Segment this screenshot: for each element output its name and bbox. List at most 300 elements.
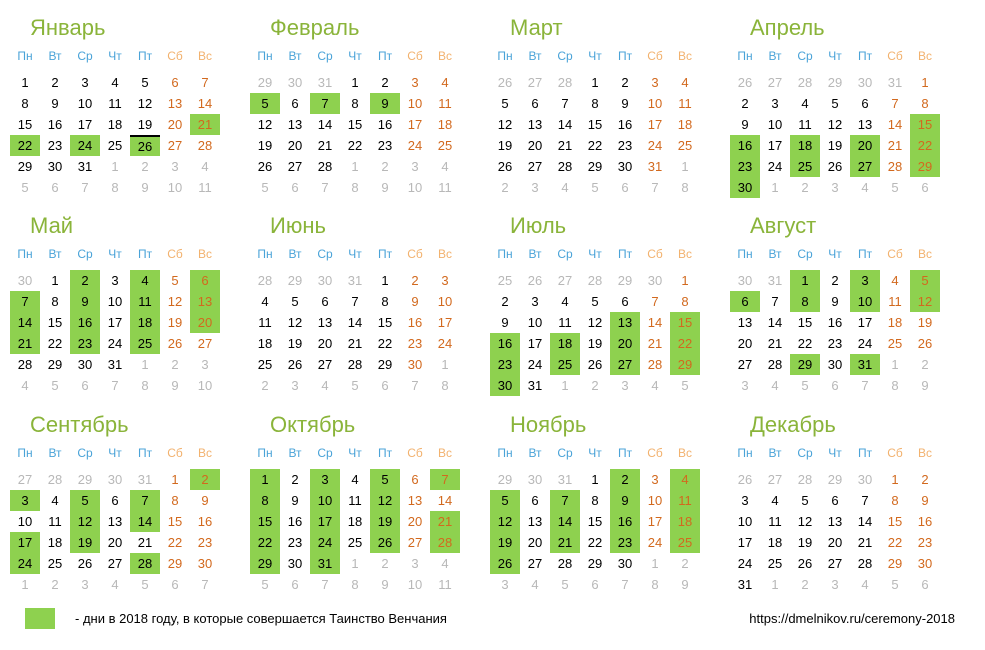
day-cell: 27: [767, 75, 783, 90]
weekday-header: Сб: [887, 49, 903, 63]
day-cell: 12: [497, 117, 513, 132]
day-cell: 8: [681, 294, 689, 309]
day-cell: 21: [887, 138, 903, 153]
legend-text: - дни в 2018 году, в которые совершается Таинство Венчания: [75, 611, 447, 626]
day-cell: 29: [47, 357, 63, 372]
day-cell: 23: [610, 532, 640, 553]
day-cell: 18: [670, 511, 700, 532]
day-cell: 10: [437, 294, 453, 309]
day-cell: 19: [797, 535, 813, 550]
day-cell: 6: [531, 96, 539, 111]
day-cell: 27: [197, 336, 213, 351]
day-cell: 7: [81, 180, 89, 195]
day-cell: 9: [921, 378, 929, 393]
day-cell: 5: [351, 378, 359, 393]
day-cell: 10: [197, 378, 213, 393]
day-cell: 14: [857, 514, 873, 529]
day-cell: 26: [587, 357, 603, 372]
day-cell: 13: [857, 117, 873, 132]
weekday-header: Вс: [917, 247, 932, 261]
day-cell: 9: [831, 294, 839, 309]
weekday-header: Вт: [528, 446, 542, 460]
day-cell: 30: [47, 159, 63, 174]
day-cell: 27: [737, 357, 753, 372]
day-cell: 7: [651, 294, 659, 309]
day-cell: 11: [130, 291, 160, 312]
day-cell: 8: [21, 96, 29, 111]
day-cell: 18: [550, 333, 580, 354]
day-cell: 7: [201, 577, 209, 592]
day-cell: 30: [730, 177, 760, 198]
day-cell: 9: [201, 493, 209, 508]
day-cell: 26: [490, 553, 520, 574]
day-cell: 29: [497, 472, 513, 487]
day-cell: 20: [527, 138, 543, 153]
day-cell: 10: [737, 514, 753, 529]
weekday-header: Чт: [828, 247, 842, 261]
day-cell: 24: [737, 556, 753, 571]
day-cell: 28: [797, 75, 813, 90]
weekday-header: Пт: [617, 247, 633, 261]
day-cell: 5: [51, 378, 59, 393]
day-cell: 4: [681, 75, 689, 90]
day-cell: 31: [137, 472, 153, 487]
day-cell: 4: [441, 556, 449, 571]
day-cell: 29: [887, 556, 903, 571]
day-cell: 17: [107, 315, 123, 330]
day-cell: 14: [10, 312, 40, 333]
day-cell: 5: [501, 96, 509, 111]
day-cell: 8: [171, 493, 179, 508]
weekday-header: Пт: [377, 49, 393, 63]
day-cell: 30: [407, 357, 423, 372]
day-cell: 12: [490, 511, 520, 532]
day-cell: 5: [171, 273, 179, 288]
day-cell: 5: [591, 294, 599, 309]
day-cell: 3: [171, 159, 179, 174]
day-cell: 5: [561, 577, 569, 592]
day-cell: 20: [287, 138, 303, 153]
day-cell: 29: [670, 354, 700, 375]
weekday-header: Вс: [437, 49, 452, 63]
day-cell: 21: [550, 532, 580, 553]
day-cell: 28: [17, 357, 33, 372]
day-cell: 31: [310, 553, 340, 574]
day-cell: 4: [21, 378, 29, 393]
day-cell: 28: [557, 75, 573, 90]
day-cell: 8: [141, 378, 149, 393]
day-cell: 29: [827, 472, 843, 487]
day-cell: 2: [291, 472, 299, 487]
day-cell: 5: [591, 180, 599, 195]
day-cell: 27: [610, 354, 640, 375]
day-cell: 20: [167, 117, 183, 132]
day-cell: 9: [381, 577, 389, 592]
day-cell: 25: [257, 357, 273, 372]
day-cell: 29: [377, 357, 393, 372]
weekday-header: Вс: [437, 247, 452, 261]
day-cell: 20: [407, 514, 423, 529]
day-cell: 18: [677, 117, 693, 132]
day-cell: 22: [167, 535, 183, 550]
day-cell: 28: [767, 357, 783, 372]
day-cell: 21: [857, 535, 873, 550]
month-block: [480, 15, 720, 208]
weekday-header: Чт: [348, 446, 362, 460]
day-cell: 8: [651, 577, 659, 592]
day-cell: 6: [291, 96, 299, 111]
day-cell: 7: [10, 291, 40, 312]
day-cell: 27: [557, 273, 573, 288]
day-cell: 12: [287, 315, 303, 330]
day-cell: 4: [561, 180, 569, 195]
day-cell: 5: [910, 270, 940, 291]
day-cell: 5: [70, 490, 100, 511]
day-cell: 14: [887, 117, 903, 132]
day-cell: 2: [831, 273, 839, 288]
day-cell: 29: [617, 273, 633, 288]
day-cell: 6: [171, 75, 179, 90]
day-cell: 18: [347, 514, 363, 529]
day-cell: 10: [527, 315, 543, 330]
day-cell: 19: [490, 532, 520, 553]
day-cell: 24: [70, 135, 100, 156]
day-cell: 7: [351, 294, 359, 309]
day-cell: 8: [351, 577, 359, 592]
day-cell: 1: [771, 577, 779, 592]
day-cell: 13: [167, 96, 183, 111]
weekday-header: Ср: [317, 247, 333, 261]
day-cell: 31: [527, 378, 543, 393]
day-cell: 26: [370, 532, 400, 553]
day-cell: 5: [261, 180, 269, 195]
day-cell: 29: [250, 553, 280, 574]
day-cell: 17: [767, 138, 783, 153]
day-cell: 14: [647, 315, 663, 330]
day-cell: 6: [861, 96, 869, 111]
month-title: Апрель: [750, 15, 825, 40]
month-block: [720, 412, 960, 605]
day-cell: 29: [790, 354, 820, 375]
day-cell: 25: [550, 354, 580, 375]
day-cell: 24: [310, 532, 340, 553]
day-cell: 28: [347, 357, 363, 372]
day-cell: 4: [670, 469, 700, 490]
day-cell: 5: [291, 294, 299, 309]
day-cell: 2: [51, 75, 59, 90]
weekday-header: Пт: [857, 446, 873, 460]
day-cell: 3: [621, 378, 629, 393]
day-cell: 2: [501, 294, 509, 309]
day-cell: 2: [610, 469, 640, 490]
day-cell: 15: [347, 117, 363, 132]
day-cell: 1: [21, 577, 29, 592]
day-cell: 27: [850, 156, 880, 177]
day-cell: 26: [77, 556, 93, 571]
weekday-header: Вс: [917, 446, 932, 460]
day-cell: 12: [70, 511, 100, 532]
weekday-header: Вс: [677, 247, 692, 261]
weekday-header: Пн: [257, 49, 273, 63]
day-cell: 27: [17, 472, 33, 487]
weekday-header: Сб: [647, 446, 663, 460]
day-cell: 21: [647, 336, 663, 351]
day-cell: 11: [438, 96, 452, 111]
day-cell: 24: [857, 336, 873, 351]
day-cell: 11: [198, 180, 212, 195]
day-cell: 15: [797, 315, 813, 330]
day-cell: 14: [197, 96, 213, 111]
day-cell: 26: [917, 336, 933, 351]
weekday-header: Сб: [887, 247, 903, 261]
weekday-header: Ср: [77, 247, 93, 261]
weekday-header: Пт: [137, 247, 153, 261]
day-cell: 31: [767, 273, 783, 288]
day-cell: 25: [767, 556, 783, 571]
month-title: Октябрь: [270, 412, 356, 437]
day-cell: 6: [831, 378, 839, 393]
weekday-header: Пт: [617, 49, 633, 63]
day-cell: 10: [850, 291, 880, 312]
day-cell: 28: [197, 138, 213, 153]
day-cell: 3: [531, 294, 539, 309]
day-cell: 1: [51, 273, 59, 288]
day-cell: 5: [891, 577, 899, 592]
day-cell: 6: [51, 180, 59, 195]
day-cell: 7: [130, 490, 160, 511]
day-cell: 1: [351, 75, 359, 90]
day-cell: 29: [587, 159, 603, 174]
weekday-header: Пн: [17, 49, 33, 63]
day-cell: 25: [497, 273, 513, 288]
day-cell: 5: [250, 93, 280, 114]
day-cell: 17: [647, 514, 663, 529]
day-cell: 10: [767, 117, 783, 132]
day-cell: 5: [21, 180, 29, 195]
day-cell: 30: [527, 472, 543, 487]
day-cell: 19: [497, 138, 513, 153]
day-cell: 7: [561, 96, 569, 111]
weekday-header: Вт: [48, 247, 62, 261]
day-cell: 2: [921, 472, 929, 487]
day-cell: 23: [407, 336, 423, 351]
day-cell: 27: [407, 535, 423, 550]
day-cell: 4: [111, 75, 119, 90]
weekday-header: Вс: [677, 49, 692, 63]
day-cell: 12: [370, 490, 400, 511]
day-cell: 11: [438, 180, 452, 195]
day-cell: 1: [381, 273, 389, 288]
day-cell: 22: [250, 532, 280, 553]
day-cell: 23: [827, 336, 843, 351]
day-cell: 27: [527, 159, 543, 174]
day-cell: 24: [437, 336, 453, 351]
day-cell: 21: [317, 138, 333, 153]
day-cell: 13: [610, 312, 640, 333]
day-cell: 15: [587, 514, 603, 529]
day-cell: 21: [10, 333, 40, 354]
day-cell: 9: [141, 180, 149, 195]
day-cell: 3: [741, 493, 749, 508]
day-cell: 1: [891, 357, 899, 372]
day-cell: 19: [370, 511, 400, 532]
day-cell: 18: [257, 336, 273, 351]
day-cell: 12: [257, 117, 273, 132]
day-cell: 14: [767, 315, 783, 330]
day-cell: 9: [610, 490, 640, 511]
weekday-header: Сб: [647, 247, 663, 261]
day-cell: 24: [10, 553, 40, 574]
day-cell: 18: [107, 117, 123, 132]
day-cell: 28: [887, 159, 903, 174]
day-cell: 14: [550, 511, 580, 532]
day-cell: 3: [201, 357, 209, 372]
weekday-header: Ср: [797, 446, 813, 460]
day-cell: 28: [587, 273, 603, 288]
day-cell: 13: [527, 514, 543, 529]
day-cell: 26: [167, 336, 183, 351]
day-cell: 8: [591, 493, 599, 508]
day-cell: 24: [407, 138, 423, 153]
day-cell: 7: [111, 378, 119, 393]
day-cell: 27: [827, 556, 843, 571]
day-cell: 8: [351, 96, 359, 111]
day-cell: 9: [411, 294, 419, 309]
day-cell: 14: [557, 117, 573, 132]
day-cell: 20: [317, 336, 333, 351]
day-cell: 4: [51, 493, 59, 508]
day-cell: 3: [651, 472, 659, 487]
day-cell: 3: [850, 270, 880, 291]
day-cell: 15: [167, 514, 183, 529]
day-cell: 27: [287, 159, 303, 174]
day-cell: 12: [797, 514, 813, 529]
day-cell: 27: [167, 138, 183, 153]
weekday-header: Чт: [588, 49, 602, 63]
day-cell: 1: [351, 159, 359, 174]
day-cell: 3: [10, 490, 40, 511]
day-cell: 28: [257, 273, 273, 288]
day-cell: 20: [190, 312, 220, 333]
day-cell: 6: [411, 472, 419, 487]
day-cell: 28: [557, 556, 573, 571]
day-cell: 28: [557, 159, 573, 174]
day-cell: 3: [651, 75, 659, 90]
day-cell: 8: [591, 96, 599, 111]
day-cell: 10: [17, 514, 33, 529]
weekday-header: Чт: [828, 446, 842, 460]
day-cell: 10: [77, 96, 93, 111]
day-cell: 27: [107, 556, 123, 571]
day-cell: 24: [647, 138, 663, 153]
day-cell: 14: [347, 315, 363, 330]
day-cell: 13: [287, 117, 303, 132]
day-cell: 8: [681, 180, 689, 195]
weekday-header: Пт: [377, 446, 393, 460]
day-cell: 10: [107, 294, 123, 309]
day-cell: 28: [430, 532, 460, 553]
day-cell: 6: [291, 577, 299, 592]
day-cell: 4: [531, 577, 539, 592]
day-cell: 11: [258, 315, 272, 330]
day-cell: 7: [891, 96, 899, 111]
day-cell: 4: [561, 294, 569, 309]
day-cell: 12: [827, 117, 843, 132]
day-cell: 6: [591, 577, 599, 592]
day-cell: 1: [681, 273, 689, 288]
day-cell: 3: [291, 378, 299, 393]
day-cell: 8: [111, 180, 119, 195]
day-cell: 25: [437, 138, 453, 153]
month-block: [720, 213, 960, 406]
day-cell: 9: [681, 577, 689, 592]
day-cell: 4: [861, 180, 869, 195]
day-cell: 3: [771, 96, 779, 111]
day-cell: 13: [827, 514, 843, 529]
month-title: Июль: [510, 213, 567, 238]
day-cell: 19: [287, 336, 303, 351]
month-block: [240, 15, 480, 208]
day-cell: 6: [81, 378, 89, 393]
day-cell: 28: [130, 553, 160, 574]
day-cell: 1: [891, 472, 899, 487]
day-cell: 13: [737, 315, 753, 330]
day-cell: 18: [130, 312, 160, 333]
day-cell: 10: [647, 493, 663, 508]
day-cell: 9: [381, 180, 389, 195]
weekday-header: Чт: [348, 247, 362, 261]
day-cell: 17: [857, 315, 873, 330]
day-cell: 2: [681, 556, 689, 571]
day-cell: 23: [47, 138, 63, 153]
weekday-header: Вт: [528, 49, 542, 63]
day-cell: 23: [287, 535, 303, 550]
weekday-header: Вс: [197, 49, 212, 63]
day-cell: 6: [381, 378, 389, 393]
day-cell: 15: [47, 315, 63, 330]
day-cell: 11: [670, 490, 700, 511]
day-cell: 7: [411, 378, 419, 393]
day-cell: 26: [827, 159, 843, 174]
day-cell: 8: [351, 180, 359, 195]
weekday-header: Пн: [257, 247, 273, 261]
day-cell: 30: [287, 75, 303, 90]
day-cell: 26: [737, 472, 753, 487]
day-cell: 26: [497, 159, 513, 174]
day-cell: 1: [141, 357, 149, 372]
day-cell: 20: [827, 535, 843, 550]
weekday-header: Пн: [737, 49, 753, 63]
day-cell: 6: [190, 270, 220, 291]
weekday-header: Пн: [257, 446, 273, 460]
day-cell: 31: [317, 75, 333, 90]
day-cell: 2: [171, 357, 179, 372]
day-cell: 15: [377, 315, 393, 330]
day-cell: 21: [137, 535, 153, 550]
day-cell: 25: [670, 532, 700, 553]
day-cell: 25: [790, 156, 820, 177]
day-cell: 8: [250, 490, 280, 511]
day-cell: 23: [377, 138, 393, 153]
day-cell: 25: [887, 336, 903, 351]
day-cell: 28: [47, 472, 63, 487]
day-cell: 26: [257, 159, 273, 174]
weekday-header: Ср: [797, 247, 813, 261]
day-cell: 28: [647, 357, 663, 372]
day-cell: 22: [910, 135, 940, 156]
day-cell: 31: [647, 159, 663, 174]
day-cell: 16: [610, 511, 640, 532]
